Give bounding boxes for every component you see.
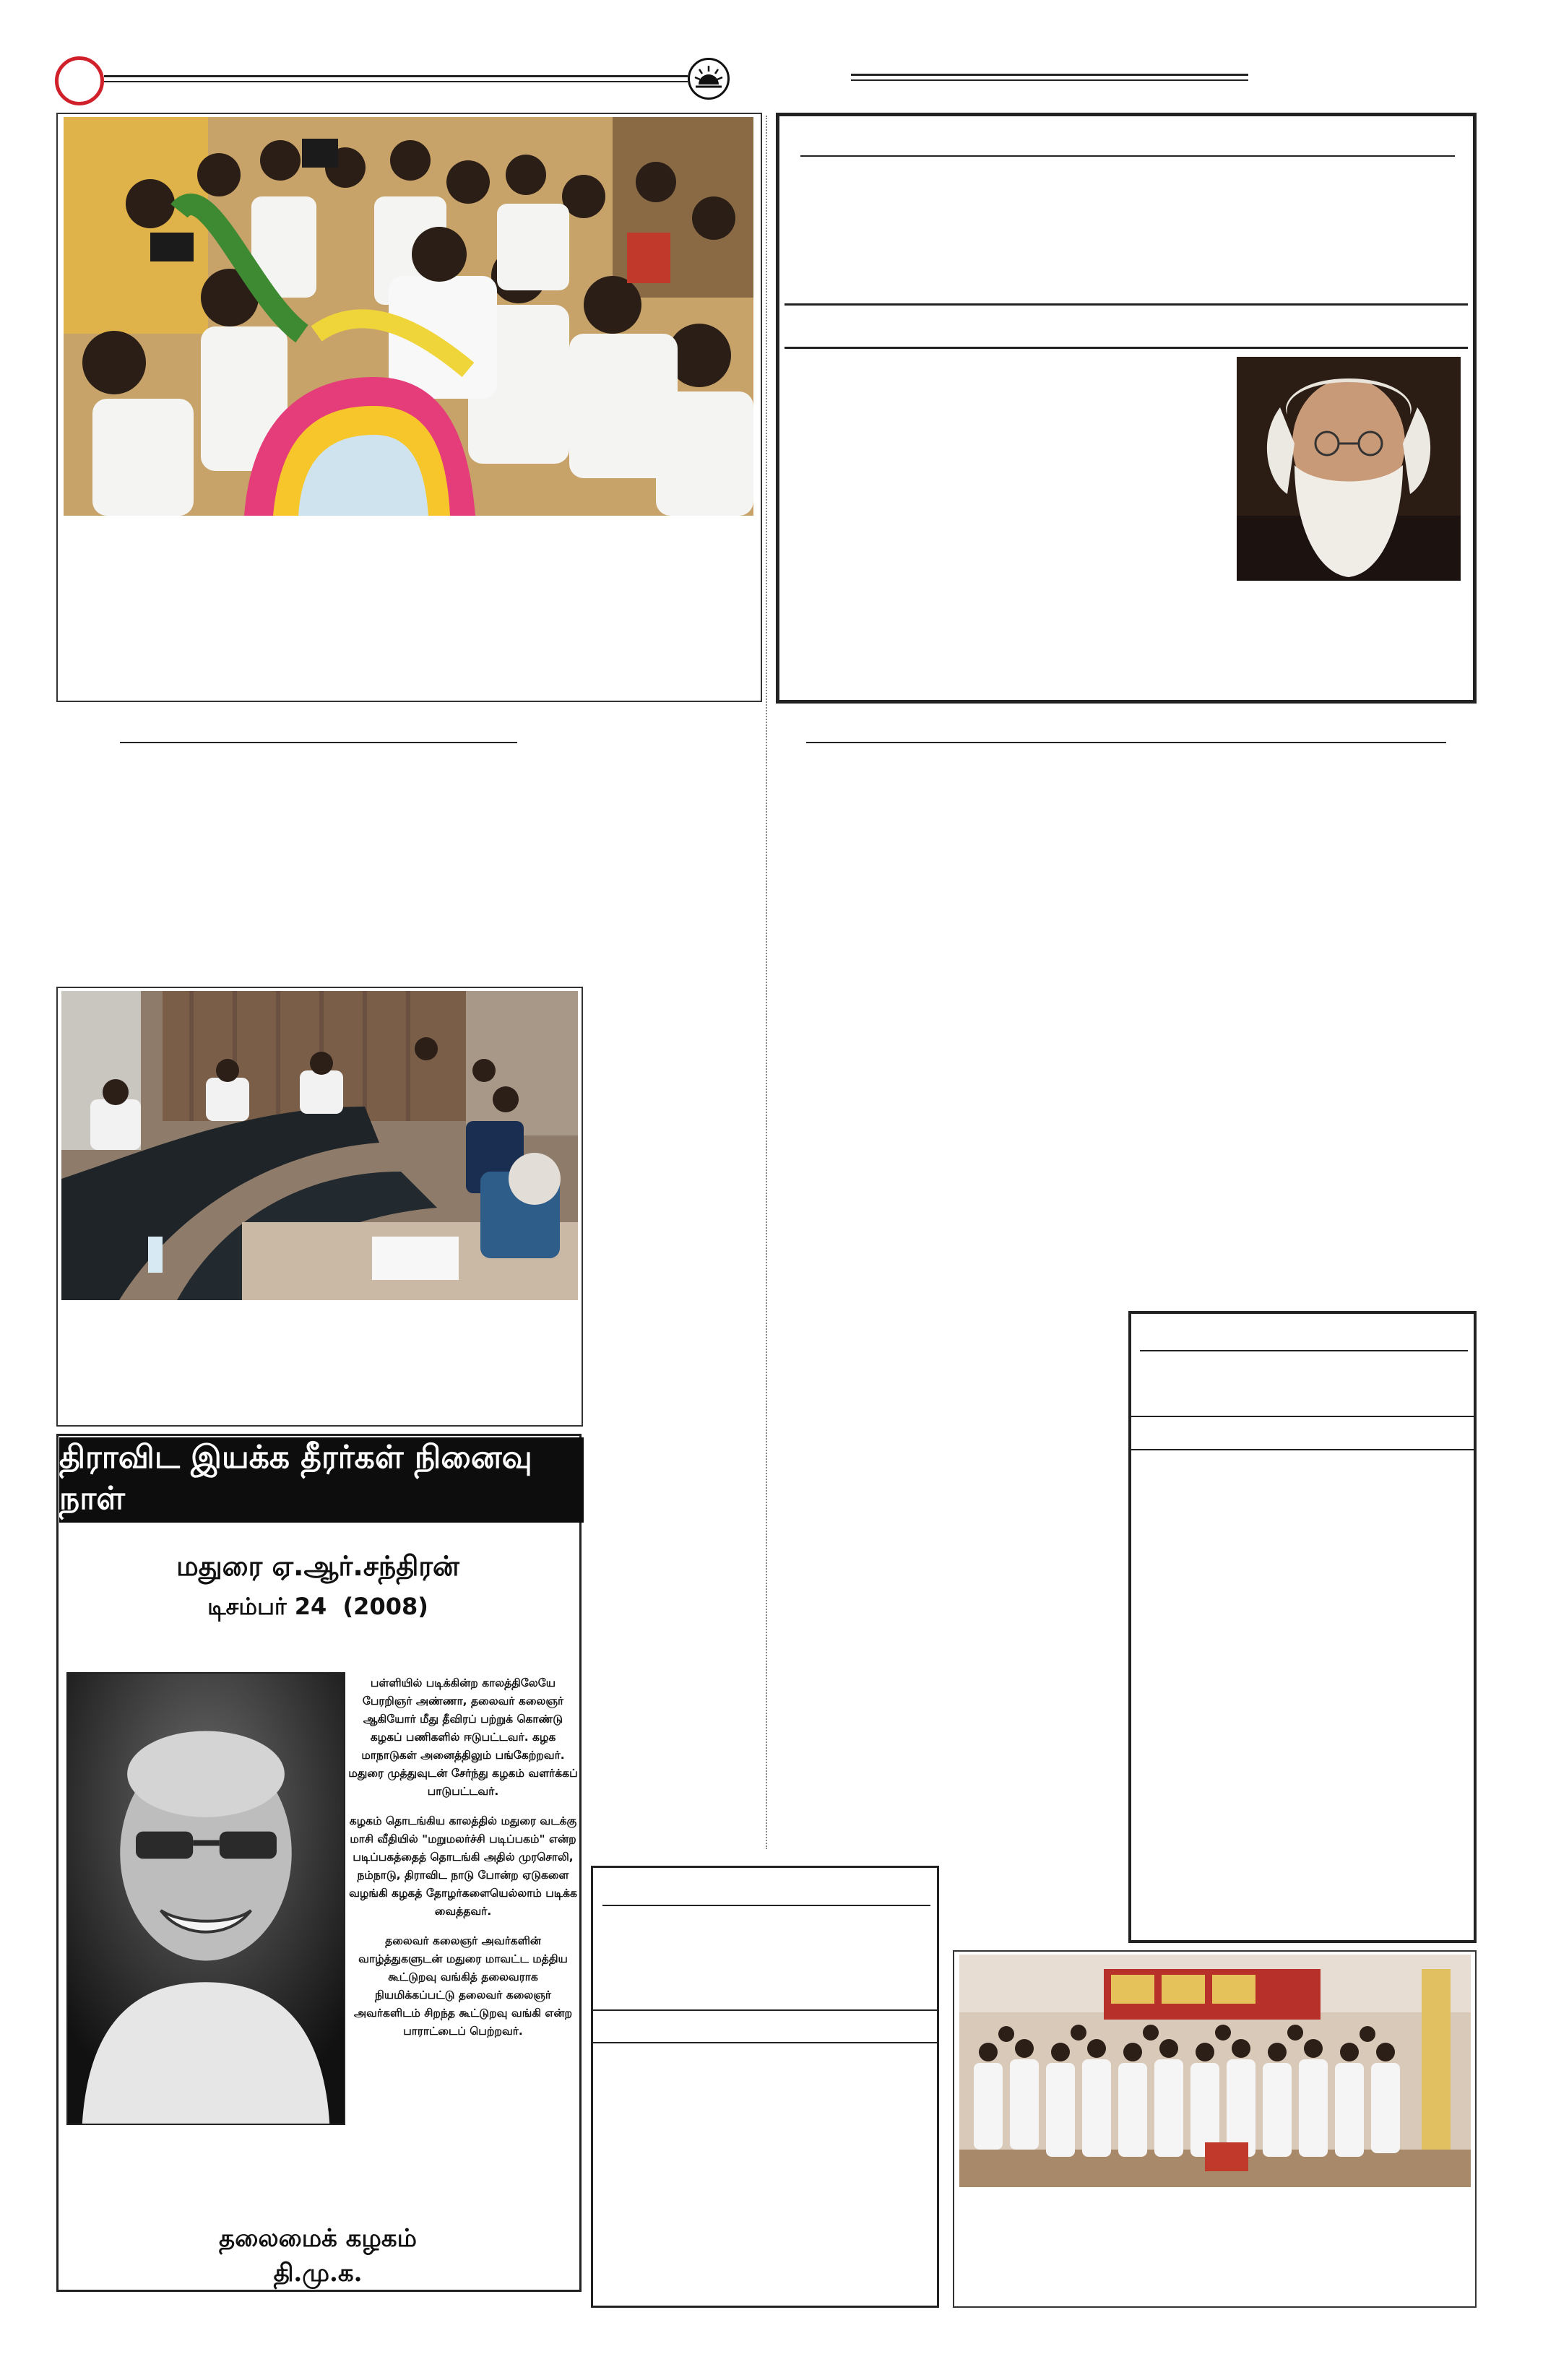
rising-sun-emblem-icon [688,58,730,100]
sidebar-rule-1 [1140,1350,1468,1351]
memorial-footer-party: தி.மு.க. [273,2259,363,2288]
memorial-date: டிசம்பர் 24 (2008) [207,1593,428,1620]
header-rule-left-top [104,75,688,77]
party-members-group-photo [959,1955,1471,2187]
memorial-biography [347,1674,579,2052]
memorial-banner-title: திராவிட இயக்க தீரர்கள் நினைவு நாள் [59,1437,584,1523]
memorial-bio-paragraph-1: பள்ளியில் படிக்கின்ற காலத்திலேயே பேரறிஞர் அண்ணா, தலைவர் கலைஞர் ஆகியோர் மீது தீவிரப் பற்றுக் கொண்டு கழகப் பணிகளில் ஈடுபட்டவர். கழக மாநாடுகள் அனைத்திலும் பங்கேற்றவர். மதுரை முத்துவுடன் சேர்ந்து கழகம் வளர்க்கப் பாடுபட்டவர். [348,1676,578,1798]
right-sidebar-box [1128,1311,1477,1943]
officials-meeting-photo [61,991,578,1300]
right-column-heading-rule [806,742,1446,743]
memorial-footer-organisation: தலைமைக் கழகம் [219,2224,417,2253]
header-rule-right-bottom [851,79,1248,81]
left-column-heading-rule [120,742,517,743]
sidebar-rule-3 [1131,1449,1474,1450]
bottom-middle-rule-3 [592,2042,938,2043]
memorial-person-name: மதுரை ஏ.ஆர்.சந்திரன் [176,1550,459,1582]
tribute-crowd-photo [64,117,753,516]
bottom-middle-rule-1 [602,1905,930,1906]
memorial-bio-paragraph-2: கழகம் தொடங்கிய காலத்தில் மதுரை வடக்கு மாசி வீதியில் "மறுமலர்ச்சி படிப்பகம்" என்ற படிப்பகத்தைத் தொடங்கி அதில் முரசொலி, நம்நாடு, திராவிட நாடு போன்ற ஏடுகளை வழங்கி கழகத் தோழர்களையெல்லாம் படிக்க வைத்தவர். [349,1814,577,1918]
bottom-middle-rule-2 [592,2009,938,2011]
header-rule-right-top [851,74,1248,76]
feature-box-rule-3 [785,347,1468,349]
header-red-circle-icon [55,56,104,105]
memorial-bio-paragraph-3: தலைவர் கலைஞர் அவர்களின் வாழ்த்துகளுடன் மதுரை மாவட்ட மத்திய கூட்டுறவு வங்கித் தலைவராக நியமிக்கப்பட்டு தலைவர் கலைஞர் அவர்களிடம் சிறந்த கூட்டுறவு வங்கி என்ற பாராட்டைப் பெற்றவர். [353,1934,573,2038]
feature-box-rule-2 [785,303,1468,306]
memorial-portrait-photo [66,1672,345,2125]
sidebar-rule-2 [1131,1416,1474,1417]
header-rule-left-bottom [104,81,688,82]
portrait-bearded-elder-photo [1237,357,1461,581]
bottom-middle-box [591,1866,939,2308]
feature-box-rule-1 [800,155,1455,157]
column-dotted-divider [766,116,767,1849]
